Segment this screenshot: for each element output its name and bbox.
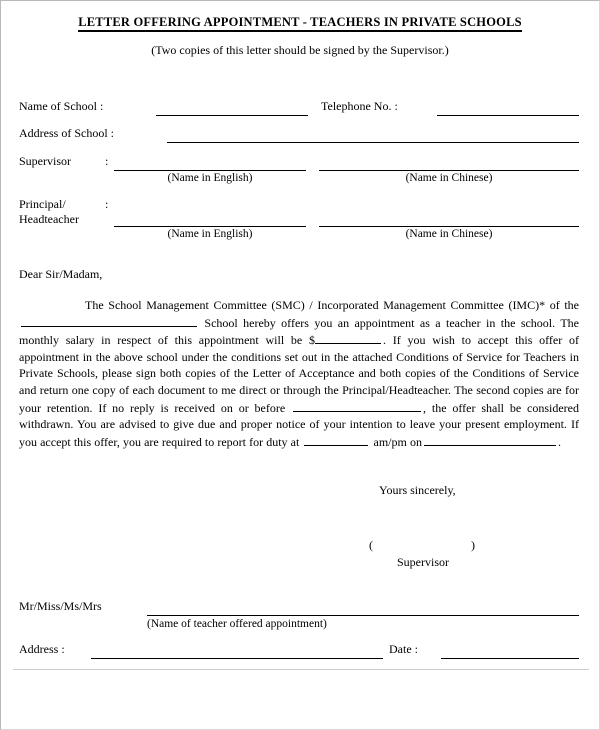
supervisor-name-english-line[interactable] [114,170,306,171]
address-of-school-label: Address of School : [19,126,114,140]
bottom-separator [13,669,589,670]
letter-body-part2: School hereby offers you an appointment as a teacher in the school. The monthly salary in respect of this appointment will be [19,315,579,348]
report-date-blank[interactable] [424,433,556,446]
signature-role-label: Supervisor [397,555,449,569]
signature-paren-close: ) [471,538,475,552]
supervisor-label: Supervisor [19,154,71,168]
reply-deadline-blank[interactable] [293,399,421,412]
signature-paren-open: ( [369,538,373,552]
page-title-text: LETTER OFFERING APPOINTMENT - TEACHERS IN PRIVATE SCHOOLS [78,15,522,32]
supervisor-name-chinese-caption: (Name in Chinese) [405,172,493,184]
recipient-name-caption: (Name of teacher offered appointment) [147,618,327,630]
report-time-blank[interactable] [304,433,368,446]
date-line[interactable] [441,658,579,659]
letter-body-part6: . [557,434,561,449]
letter-body-part5: am/pm on [373,434,422,449]
principal-name-chinese-line[interactable] [319,226,579,227]
supervisor-colon: : [105,154,109,168]
salary-currency-symbol: $ [308,333,315,348]
telephone-label: Telephone No. : [321,99,398,113]
letter-body-part1: The School Management Committee (SMC) / Incorporated Management Committee (IMC)* of the [85,298,579,312]
principal-label-line2: Headteacher [19,212,79,226]
monthly-salary-blank[interactable] [315,331,381,344]
letter-body-part4: , the offer shall be considered withdrawn. You are advised to give due and proper notice of your intention to leave your present employment. If you accept this offer, you are required to report for duty at [19,400,579,449]
page-title [1,15,599,30]
supervisor-name-english-caption: (Name in English) [167,172,253,184]
name-of-school-label: Name of School : [19,99,104,113]
telephone-input-line[interactable] [437,115,579,116]
name-of-school-input-line[interactable] [156,115,308,116]
letter-body [19,297,579,450]
principal-name-chinese-caption: (Name in Chinese) [405,228,493,240]
supervisor-name-chinese-line[interactable] [319,170,579,171]
principal-label-line1: Principal/ [19,197,66,211]
letter-body-part3: . If you wish to accept this offer of appointment in the above school under the conditions set out in the attached Conditions of Service for Teachers in Private Schools, please sign both copies of the Letter of Acceptance and both copies of the Conditions of Service and return one copy of each document to me direct or through the Principal/Headteacher. The second copies are for your retention. If no reply is received on or before [19,333,579,415]
principal-name-english-caption: (Name in English) [167,228,253,240]
recipient-name-line[interactable] [147,615,579,616]
salutation: Dear Sir/Madam, [19,267,103,281]
page-subtitle: (Two copies of this letter should be signed by the Supervisor.) [151,43,449,57]
school-name-blank[interactable] [21,314,197,327]
recipient-address-label: Address : [19,642,65,656]
recipient-address-line[interactable] [91,658,383,659]
principal-name-english-line[interactable] [114,226,306,227]
address-of-school-input-line[interactable] [167,142,579,143]
recipient-title-options-label: Mr/Miss/Ms/Mrs [19,599,102,613]
yours-sincerely: Yours sincerely, [379,483,456,497]
principal-colon: : [105,197,109,211]
date-label: Date : [389,642,418,656]
